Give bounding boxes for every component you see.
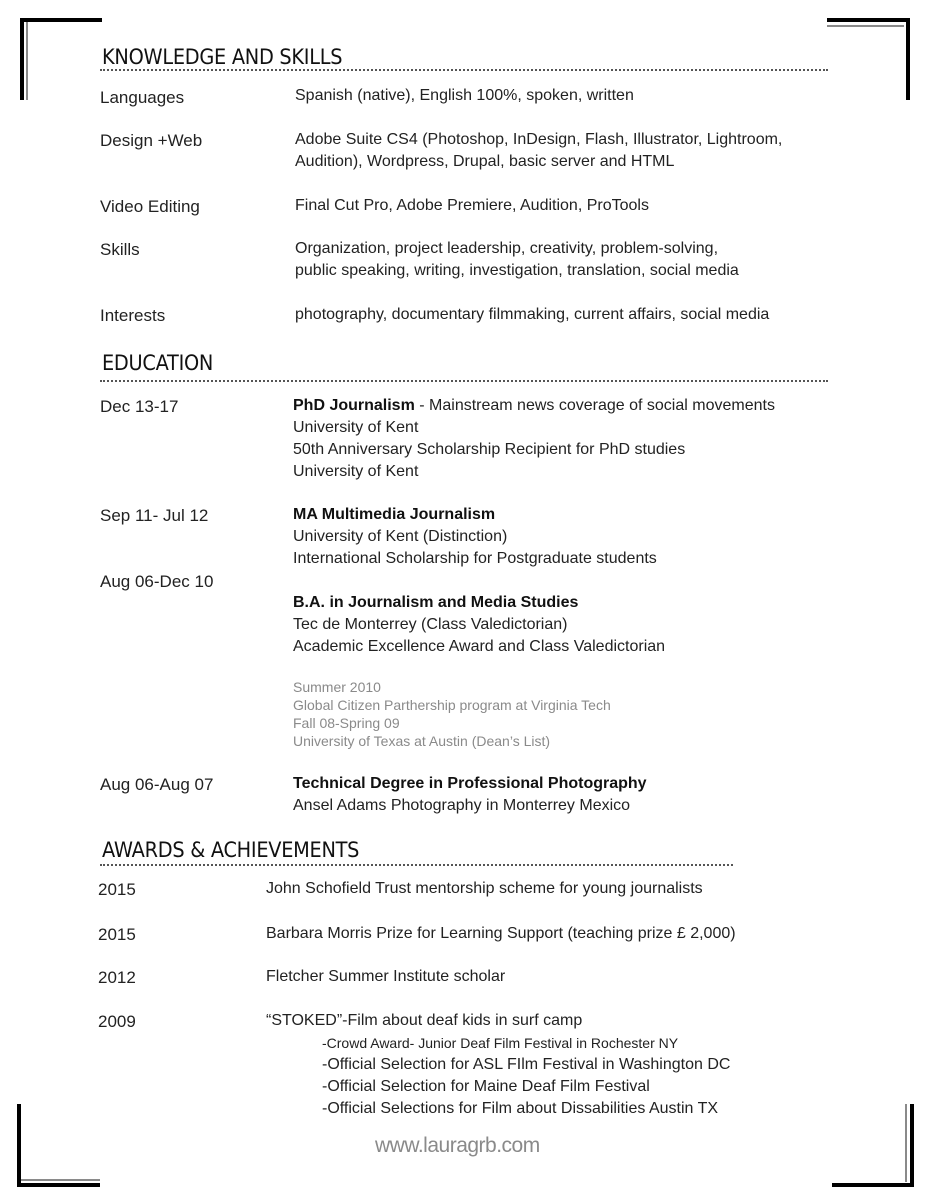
- education-detail: Academic Excellence Award and Class Valedictorian: [293, 638, 666, 655]
- education-detail: Tec de Monterrey (Class Valedictorian): [293, 616, 568, 633]
- skill-value: Spanish (native), English 100%, spoken, written: [295, 87, 634, 104]
- award-subitem: -Official Selection for Maine Deaf Film Festival: [322, 1078, 650, 1095]
- education-detail: International Scholarship for Postgraduate students: [293, 550, 657, 567]
- skill-label: Skills: [100, 240, 140, 259]
- award-year: 2009: [98, 1012, 136, 1031]
- degree-title: B.A. in Journalism and Media Studies: [293, 594, 579, 611]
- education-extra: Summer 2010: [293, 679, 381, 695]
- website-link[interactable]: www.lauragrb.com: [375, 1134, 540, 1157]
- skill-label: Languages: [100, 88, 185, 107]
- award-year: 2012: [98, 968, 136, 987]
- award-subitem: -Crowd Award- Junior Deaf Film Festival in Rochester NY: [322, 1035, 679, 1051]
- education-dates: Aug 06-Aug 07: [100, 775, 214, 794]
- skill-value: photography, documentary filmmaking, current affairs, social media: [295, 306, 770, 323]
- skill-label: Video Editing: [100, 197, 200, 216]
- education-degree-line: [293, 504, 495, 526]
- dotted-divider: [100, 69, 828, 71]
- education-dates: Sep 11- Jul 12: [100, 506, 209, 525]
- skill-value: Adobe Suite CS4 (Photoshop, InDesign, Flash, Illustrator, Lightroom,: [295, 131, 783, 148]
- education-detail: University of Kent: [293, 463, 419, 480]
- section-heading: AWARDS & ACHIEVEMENTS: [102, 838, 360, 862]
- degree-title: MA Multimedia Journalism: [293, 506, 496, 523]
- section-heading: EDUCATION: [102, 351, 214, 375]
- education-dates: Aug 06-Dec 10: [100, 572, 214, 591]
- education-degree-line: [293, 773, 647, 795]
- section-heading: KNOWLEDGE AND SKILLS: [102, 45, 343, 69]
- education-degree-line: [293, 395, 775, 417]
- dotted-divider: [100, 864, 733, 866]
- award-text: “STOKED”-Film about deaf kids in surf camp: [266, 1012, 583, 1029]
- award-text: John Schofield Trust mentorship scheme for young journalists: [266, 880, 703, 897]
- award-subitem: -Official Selection for ASL FIlm Festival in Washington DC: [322, 1056, 731, 1073]
- education-extra: University of Texas at Austin (Dean’s List): [293, 733, 551, 749]
- degree-description: - Mainstream news coverage of social movements: [414, 397, 775, 414]
- award-year: 2015: [98, 880, 136, 899]
- education-detail: 50th Anniversary Scholarship Recipient for PhD studies: [293, 441, 686, 458]
- award-text: Barbara Morris Prize for Learning Support (teaching prize £ 2,000): [266, 925, 736, 942]
- award-subitem: -Official Selections for Film about Dissabilities Austin TX: [322, 1100, 719, 1117]
- education-detail: University of Kent (Distinction): [293, 528, 508, 545]
- skill-label: Interests: [100, 306, 166, 325]
- skill-value: Audition), Wordpress, Drupal, basic server and HTML: [295, 153, 675, 170]
- education-extra: Fall 08-Spring 09: [293, 715, 400, 731]
- skill-label: Design +Web: [100, 131, 203, 150]
- skill-value: public speaking, writing, investigation, translation, social media: [295, 262, 739, 279]
- dotted-divider: [100, 380, 828, 382]
- education-dates: Dec 13-17: [100, 397, 179, 416]
- education-extra: Global Citizen Parthership program at Virginia Tech: [293, 697, 611, 713]
- education-degree-line: [293, 592, 578, 614]
- education-detail: Ansel Adams Photography in Monterrey Mexico: [293, 797, 631, 814]
- education-detail: University of Kent: [293, 419, 419, 436]
- skill-value: Organization, project leadership, creativity, problem-solving,: [295, 240, 719, 257]
- award-year: 2015: [98, 925, 136, 944]
- award-text: Fletcher Summer Institute scholar: [266, 968, 506, 985]
- degree-title: Technical Degree in Professional Photography: [293, 775, 647, 792]
- degree-title: PhD Journalism: [293, 397, 415, 414]
- skill-value: Final Cut Pro, Adobe Premiere, Audition, ProTools: [295, 197, 649, 214]
